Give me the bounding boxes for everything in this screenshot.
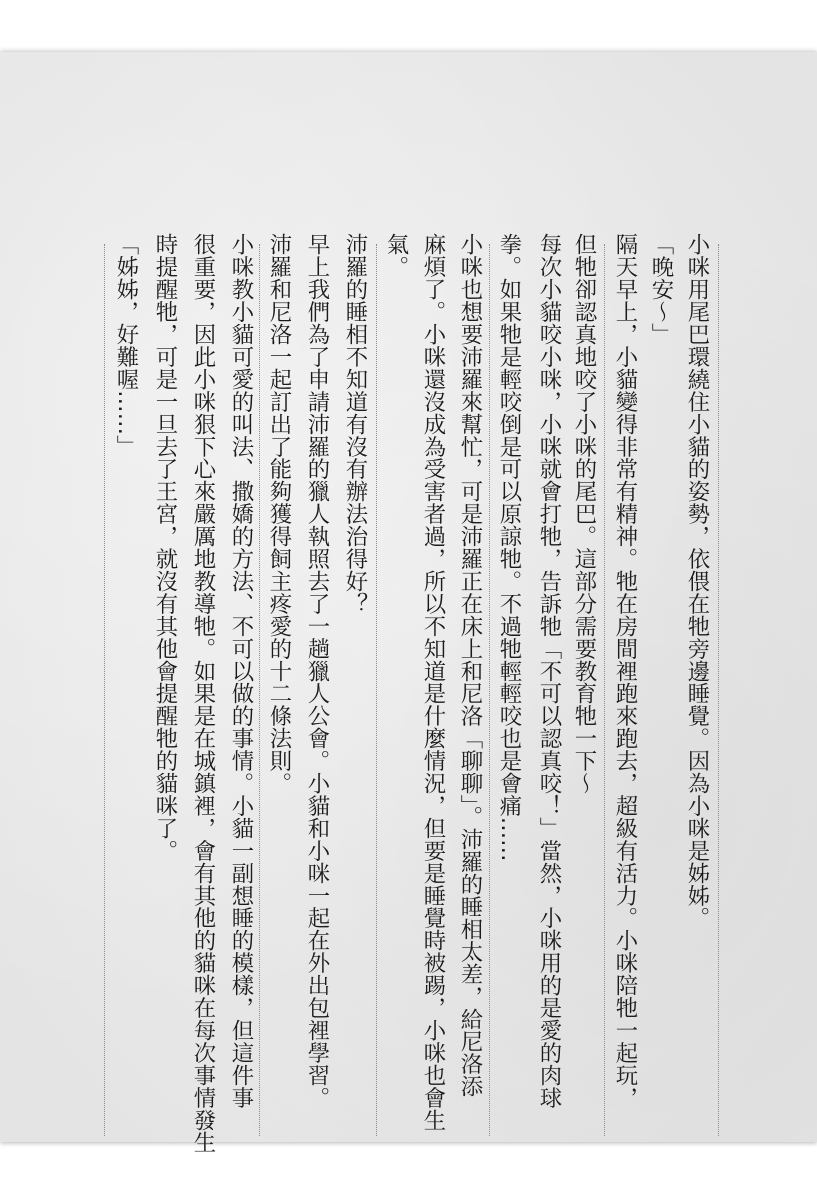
text-column-15: 時提醒牠，可是一旦去了王宮，就沒有其他會提醒牠的貓咪了。 (152, 233, 178, 862)
text-column-7: 小咪也想要沛羅來幫忙，可是沛羅正在床上和尼洛「聊聊」。沛羅的睡相太差，給尼洛添 (457, 233, 483, 1098)
column-rule (259, 244, 260, 1136)
text-column-4: 但牠卻認真地咬了小咪的尾巴。這部分需要教育牠一下～ (571, 233, 597, 795)
text-column-8: 麻煩了。小咪還沒成為受害者過，所以不知道是什麼情況，但要是睡覺時被踢，小咪也會生 (420, 233, 446, 1131)
text-column-1: 小咪用尾巴環繞住小貓的姿勢，依偎在牠旁邊睡覺。因為小咪是姊姊。 (684, 233, 710, 929)
text-column-10: 沛羅的睡相不知道有沒有辦法治得好？ (342, 233, 368, 615)
text-column-2: 「晚安～」 (648, 233, 674, 346)
text-column-3: 隔天早上，小貓變得非常有精神。牠在房間裡跑來跑去，超級有活力。小咪陪牠一起玩， (612, 233, 638, 1109)
column-rule (604, 244, 605, 1136)
text-column-16: 「姊姊，好難喔……」 (113, 233, 139, 458)
column-rule (718, 244, 719, 1136)
text-column-6: 拳。如果牠是輕咬倒是可以原諒牠。不過牠輕輕咬也是會痛…… (496, 233, 522, 862)
text-column-5: 每次小貓咬小咪，小咪就會打牠，告訴牠「不可以認真咬！」當然，小咪用的是愛的肉球 (536, 233, 562, 1109)
text-column-12: 沛羅和尼洛一起訂出了能夠獲得飼主疼愛的十二條法則。 (266, 233, 292, 795)
column-rule (376, 244, 377, 1136)
column-rule (104, 244, 105, 1136)
column-rule (489, 244, 490, 1136)
text-column-14: 很重要，因此小咪狠下心來嚴厲地教導牠。如果是在城鎮裡，會有其他的貓咪在每次事情發生 (190, 233, 216, 1154)
text-column-11: 早上我們為了申請沛羅的獵人執照去了一趟獵人公會。小貓和小咪一起在外出包裡學習。 (304, 233, 330, 1109)
text-column-9: 氣。 (383, 233, 409, 278)
text-column-13: 小咪教小貓可愛的叫法、撒嬌的方法、不可以做的事情。小貓一副想睡的模樣，但這件事 (228, 233, 254, 1109)
